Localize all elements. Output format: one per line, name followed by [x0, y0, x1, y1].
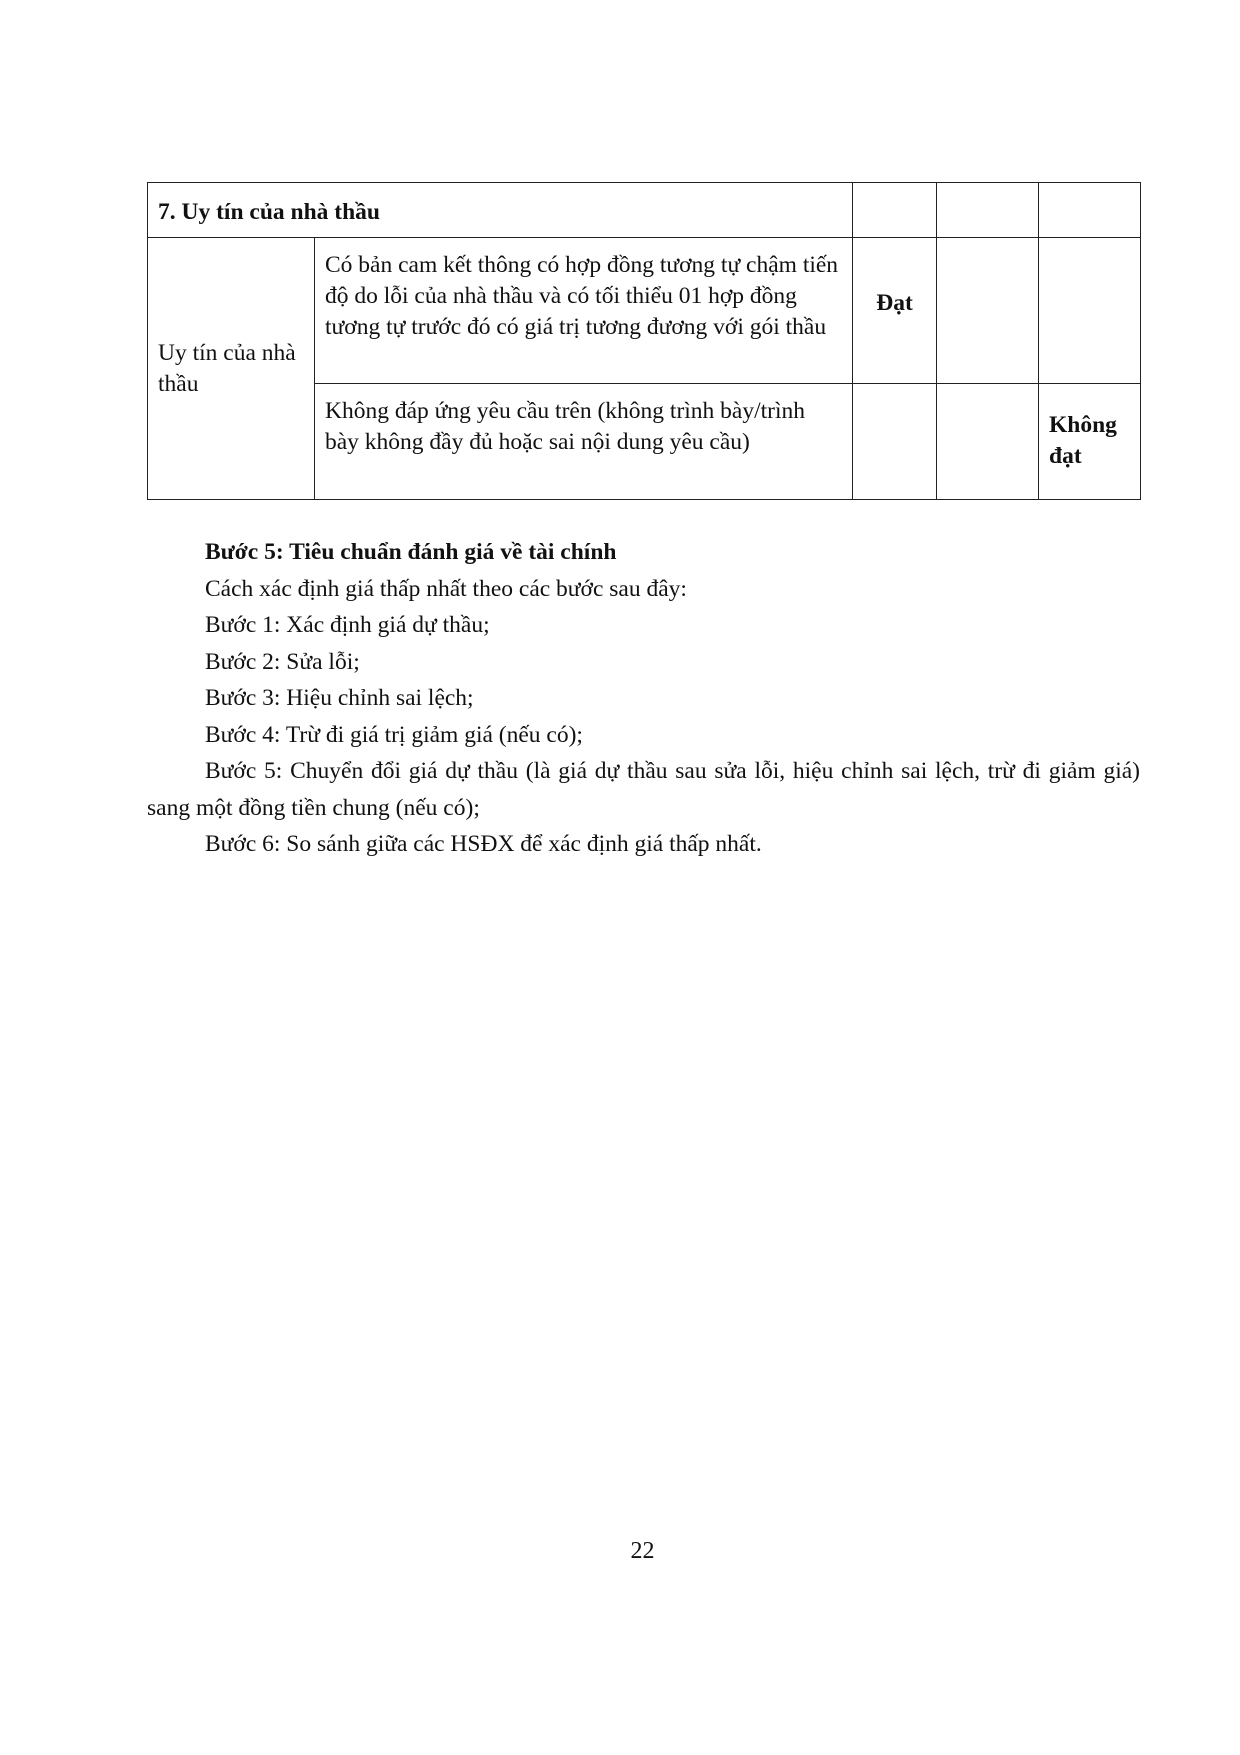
empty-cell — [1039, 183, 1141, 238]
empty-cell — [853, 183, 937, 238]
table-row — [148, 238, 1141, 384]
table-section-row — [148, 183, 1141, 238]
step-item: Bước 6: So sánh giữa các HSĐX để xác định giá thấp nhất. — [205, 831, 762, 857]
empty-cell — [937, 384, 1039, 500]
financial-evaluation-section — [147, 534, 1140, 863]
criterion-description-cell: Có bản cam kết thông có hợp đồng tương tự chậm tiến độ do lỗi của nhà thầu và có tối thiểu 01 hợp đồng tương tự trước đó có giá trị tương đương với gói thầu — [315, 238, 853, 384]
result-pass-cell: Đạt — [853, 238, 937, 384]
step-item: Bước 2: Sửa lỗi; — [205, 648, 360, 675]
empty-cell — [937, 238, 1039, 384]
result-fail-cell: Không đạt — [1039, 384, 1141, 500]
criterion-name-cell: Uy tín của nhà thầu — [148, 238, 315, 500]
empty-cell — [853, 384, 937, 500]
evaluation-criteria-table — [147, 182, 1141, 500]
empty-cell — [937, 183, 1039, 238]
step-item: Bước 4: Trừ đi giá trị giảm giá (nếu có); — [205, 721, 583, 748]
empty-cell — [1039, 238, 1141, 384]
page-number: 22 — [630, 1538, 655, 1564]
step-item: Bước 1: Xác định giá dự thầu; — [205, 612, 490, 638]
section-heading: Bước 5: Tiêu chuẩn đánh giá về tài chính — [205, 539, 617, 565]
section-title-cell: 7. Uy tín của nhà thầu — [148, 183, 853, 238]
step-item: Bước 5: Chuyển đổi giá dự thầu (là giá dự thầu sau sửa lỗi, hiệu chỉnh sai lệch, trừ đi giảm giá) sang một đồng tiền chung (nếu có); — [147, 758, 1140, 821]
section-intro: Cách xác định giá thấp nhất theo các bước sau đây: — [205, 575, 687, 602]
step-item: Bước 3: Hiệu chỉnh sai lệch; — [205, 685, 474, 711]
criterion-description-cell: Không đáp ứng yêu cầu trên (không trình bày/trình bày không đầy đủ hoặc sai nội dung yêu cầu) — [315, 384, 853, 500]
